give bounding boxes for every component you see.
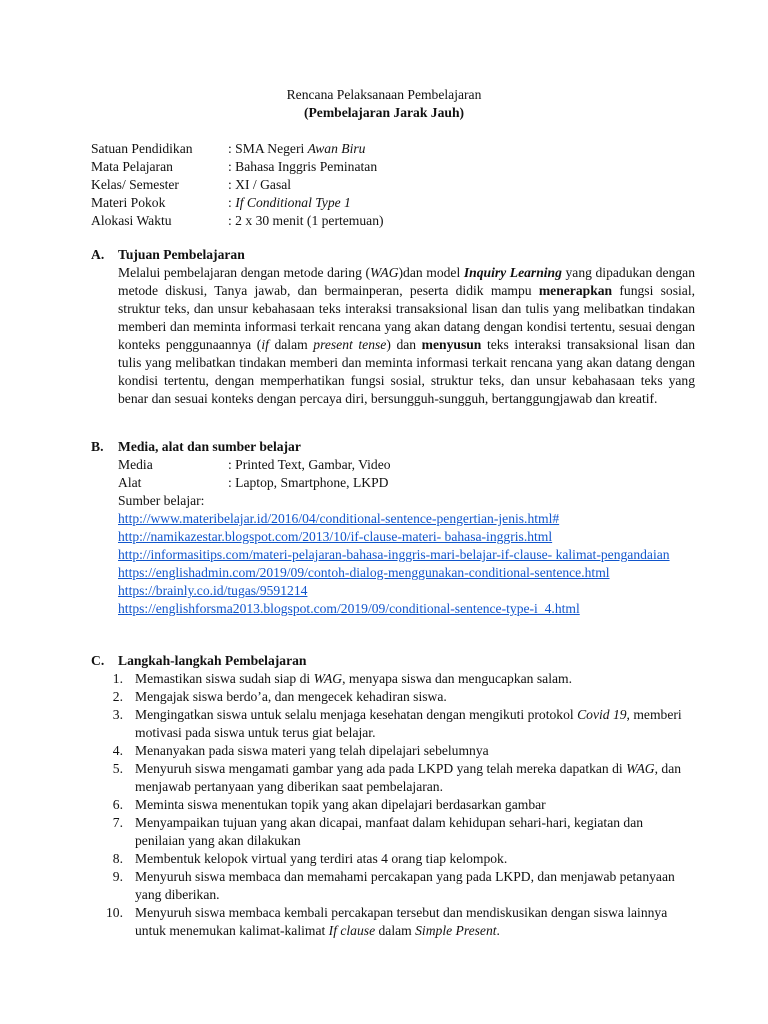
source-link[interactable]: http://informasitips.com/materi-pelajaran-bahasa-inggris-mari-belajar-if-clause- kalimat-pengandaian	[118, 547, 670, 562]
identity-value: : SMA Negeri Awan Biru	[228, 141, 366, 156]
list-item: 8. Membentuk kelopok virtual yang terdiri atas 4 orang tiap kelompok.	[112, 851, 508, 866]
list-item: 10. Menyuruh siswa membaca kembali percakapan tersebut dan mendiskusikan dengan siswa lainnya untuk menemukan kalimat-kalimat If clause dalam Simple Present.	[106, 905, 668, 938]
list-item: 9. Menyuruh siswa membaca dan memahami percakapan yang pada LKPD, dan menjawab petanyaan yang diberikan.	[112, 869, 675, 902]
section-heading: B. Media, alat dan sumber belajar	[91, 439, 301, 454]
source-link[interactable]: http://namikazestar.blogspot.com/2013/10/if-clause-materi- bahasa-inggris.html	[118, 529, 553, 544]
steps-list	[91, 670, 695, 940]
section-heading: C. Langkah-langkah Pembelajaran	[91, 653, 307, 668]
identity-label: Kelas/ Semester	[91, 177, 179, 192]
identity-value: : 2 x 30 menit (1 pertemuan)	[228, 213, 384, 228]
identity-label: Satuan Pendidikan	[91, 141, 193, 156]
media-row: Media : Printed Text, Gambar, Video	[118, 457, 391, 472]
source-link[interactable]: https://brainly.co.id/tugas/9591214	[118, 583, 308, 598]
list-item: 7. Menyampaikan tujuan yang akan dicapai, manfaat dalam kehidupan sehari-hari, kegiatan dan penilaian yang akan dilakukan	[112, 815, 644, 848]
document-title: Rencana Pelaksanaan Pembelajaran	[286, 87, 482, 102]
source-link[interactable]: https://englishadmin.com/2019/09/contoh-dialog-menggunakan-conditional-sentence.html	[118, 565, 610, 580]
list-item: 1. Memastikan siswa sudah siap di WAG, menyapa siswa dan mengucapkan salam.	[112, 671, 572, 686]
alat-row: Alat : Laptop, Smartphone, LKPD	[118, 475, 389, 490]
list-item: 2. Mengajak siswa berdo’a, dan mengecek kehadiran siswa.	[112, 689, 447, 704]
identity-label: Mata Pelajaran	[91, 159, 173, 174]
list-item: 4. Menanyakan pada siswa materi yang telah dipelajari sebelumnya	[112, 743, 489, 758]
section-tujuan	[91, 246, 695, 408]
section-heading: A. Tujuan Pembelajaran	[91, 247, 245, 262]
source-link[interactable]: https://englishforsma2013.blogspot.com/2019/09/conditional-sentence-type-i_4.html	[118, 601, 580, 616]
list-item: 6. Meminta siswa menentukan topik yang akan dipelajari berdasarkan gambar	[112, 797, 546, 812]
identity-value: : Bahasa Inggris Peminatan	[228, 159, 378, 174]
identity-value: : If Conditional Type 1	[228, 195, 351, 210]
list-item: 5. Menyuruh siswa mengamati gambar yang ada pada LKPD yang telah mereka dapatkan di WAG, dan menjawab pertanyaan yang diberikan saat pembelajaran.	[112, 761, 682, 794]
tujuan-paragraph: Melalui pembelajaran dengan metode daring (WAG)dan model Inquiry Learning yang dipadukan dengan metode diskusi, Tanya jawab, dan bermainperan, peserta didik mampu menerapkan fungsi sosial, struktur teks, dan unsur kebahasaan teks interaksi transaksional lisan dan tulis yang melibatkan tindakan memberi dan meminta informasi terkait rencana yang akan datang dengan kondisi tertentu, sesuai dengan konteks penggunaannya (if dalam present tense) dan menyusun teks interaksi transaksional lisan dan tulis yang melibatkan tindakan memberi dan meminta informasi terkait rencana yang akan datang dengan kondisi tertentu, dengan memperhatikan fungsi sosial, struktur teks, dan unsur kebahasaan teks yang benar dan sesuai konteks dengan percaya diri, bersungguh-sungguh, bertanggungjawab dan kreatif.	[118, 265, 696, 406]
source-link[interactable]: http://www.materibelajar.id/2016/04/conditional-sentence-pengertian-jenis.html#	[118, 511, 560, 526]
section-media	[91, 438, 695, 618]
identity-label: Materi Pokok	[91, 195, 166, 210]
list-item: 3. Mengingatkan siswa untuk selalu menjaga kesehatan dengan mengikuti protokol Covid 19, memberi motivasi pada siswa untuk terus giat belajar.	[112, 707, 682, 740]
identity-label: Alokasi Waktu	[91, 213, 172, 228]
document-subtitle: (Pembelajaran Jarak Jauh)	[303, 105, 465, 120]
section-langkah	[91, 652, 695, 940]
identity-value: : XI / Gasal	[228, 177, 292, 192]
sumber-label: Sumber belajar:	[118, 493, 205, 508]
